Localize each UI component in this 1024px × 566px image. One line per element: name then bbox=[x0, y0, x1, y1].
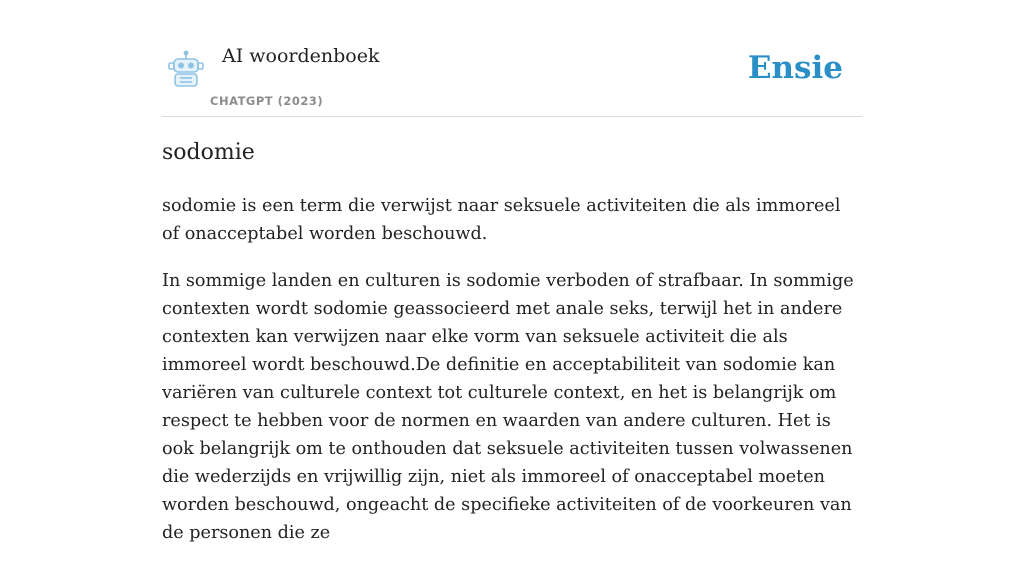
header bbox=[162, 0, 862, 117]
dictionary-title[interactable]: AI woordenboek bbox=[222, 45, 380, 67]
robot-icon bbox=[166, 50, 206, 90]
definition-paragraph: In sommige landen en culturen is sodomie verboden of strafbaar. In sommige contexten wordt sodomie geassocieerd met anale seks, terwijl het in andere contexten kan verwijzen naar elke vorm van seksuele activiteit die als immoreel wordt beschouwd.De definitie en acceptabiliteit van sodomie kan variëren van culturele context tot culturele context, en het is belangrijk om respect te hebben voor de normen en waarden van andere culturen. Het is ook belangrijk om te onthouden dat seksuele activiteiten tussen volwassenen die wederzijds en vrijwillig zijn, niet als immoreel of onacceptabel moeten worden beschouwd, ongeacht de specifieke activiteiten of de voorkeuren van de personen die ze bbox=[162, 271, 854, 543]
brand-logo[interactable]: Ensie bbox=[747, 50, 843, 86]
entry-term: sodomie bbox=[162, 140, 255, 165]
entry-definition bbox=[162, 192, 862, 566]
source-label: CHATGPT (2023) bbox=[210, 94, 324, 108]
definition-paragraph: sodomie is een term die verwijst naar seksuele activiteiten die als immoreel of onacceptabel worden beschouwd. bbox=[162, 196, 841, 244]
